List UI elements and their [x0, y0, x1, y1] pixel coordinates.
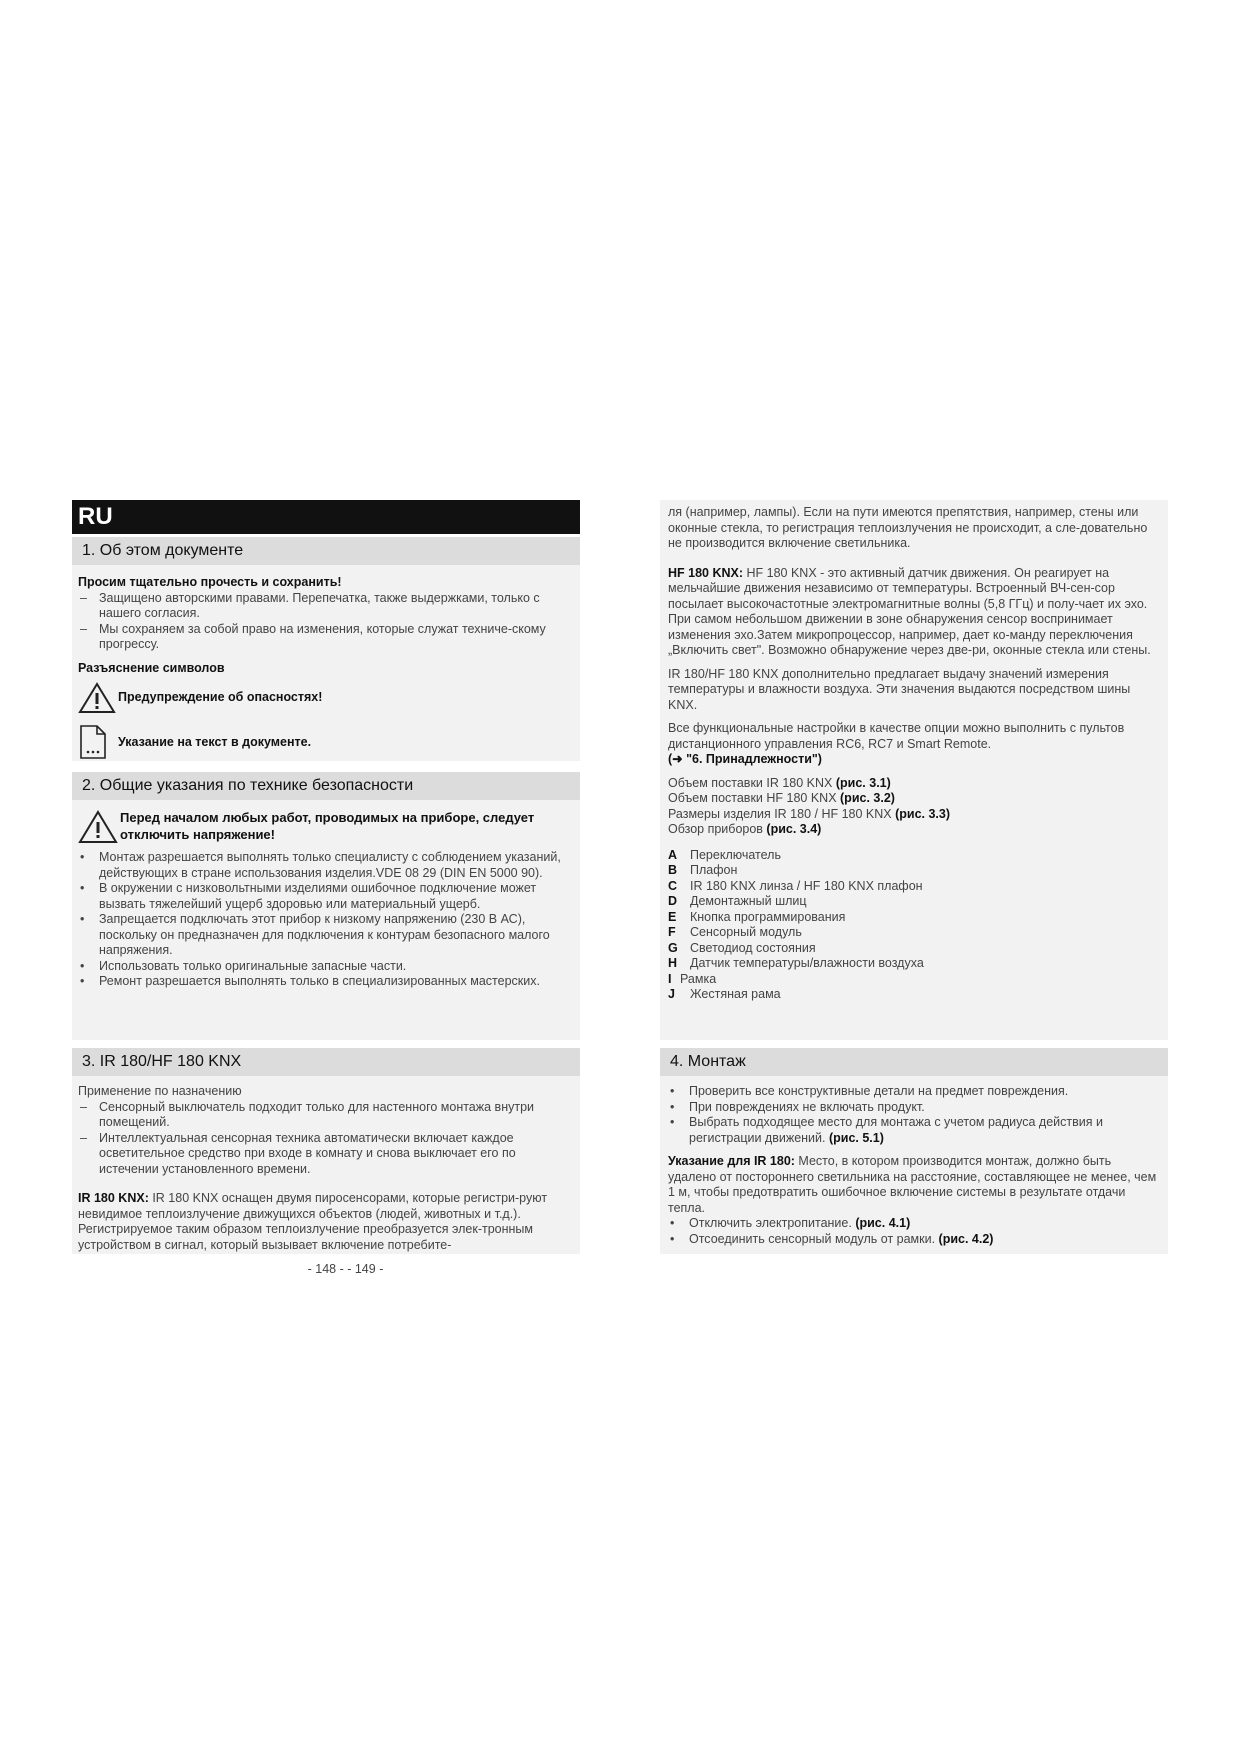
legend-item: D Демонтажный шлиц: [668, 894, 807, 908]
figure-reference: Объем поставки HF 180 KNX (рис. 3.2): [668, 791, 895, 805]
safety-warning: [78, 810, 572, 846]
ir180-note: Указание для IR 180: Место, в котором производится монтаж, должно быть удалено от постороннего светильника на расстояние, составляющее не менее, чем 1 м, чтобы предотвратить ошибочное включение системы в результате отдачи тепла.: [668, 1154, 1157, 1215]
symbols-heading: Разъяснение символов: [78, 660, 225, 675]
hf-paragraph: [668, 566, 1160, 659]
list-item: – Защищено авторскими правами. Перепечатка, также выдержками, только с нашего согласия.: [78, 591, 572, 622]
list-item: – Сенсорный выключатель подходит только для настенного монтажа внутри помещений.: [78, 1100, 572, 1131]
document-icon: [78, 724, 108, 760]
hf-label: HF 180 KNX:: [668, 565, 744, 580]
list-item: • При повреждениях не включать продукт.: [668, 1100, 1160, 1116]
list-item: • Отсоединить сенсорный модуль от рамки. (рис. 4.2): [668, 1232, 1160, 1248]
list-item: • Отключить электропитание. (рис. 4.1): [668, 1216, 1160, 1232]
list-item: • Запрещается подключать этот прибор к низкому напряжению (230 В АС), поскольку он предназначен для подключения к контурам безопасного малого напряжения.: [78, 912, 572, 959]
remote-paragraph: Все функциональные настройки в качестве опции можно выполнить с пультов дистанционного управления RC6, RC7 и Smart Remote.: [668, 721, 1125, 751]
ir-paragraph: [78, 1191, 572, 1253]
safety-warning-text: Перед началом любых работ, проводимых на приборе, следует отключить напряжение!: [120, 810, 535, 842]
warning-triangle-icon: [78, 810, 118, 844]
text-ref-label: Указание на текст в документе.: [118, 735, 312, 749]
list-item: • В окружении с низковольтными изделиями ошибочное подключение может вызвать тяжелейший ущерб здоровью или материальный ущерб.: [78, 881, 572, 912]
page-numbers: - 148 - - 149 -: [307, 1262, 384, 1276]
ir-continued-text: ля (например, лампы). Если на пути имеются препятствия, например, стены или оконные стекла, то регистрация теплоизлучения не происходит, а сле-довательно не производится включение светильника.: [668, 505, 1148, 550]
section-installation: [660, 1048, 1168, 1254]
warning-symbol-row: [78, 682, 572, 712]
section-1-subtitle: Просим тщательно прочесть и сохранить!: [78, 575, 342, 589]
section-product: [72, 1048, 580, 1254]
legend-item: F Сенсорный модуль: [668, 925, 802, 939]
list-item: • Ремонт разрешается выполнять только в специализированных мастерских.: [78, 974, 572, 990]
text-ref-symbol-row: [78, 724, 572, 760]
section-4-title: 4. Монтаж: [660, 1048, 1168, 1076]
legend-item: E Кнопка программирования: [668, 909, 846, 924]
legend-item: C IR 180 KNX линза / HF 180 KNX плафон: [668, 878, 923, 893]
figure-reference: Обзор приборов (рис. 3.4): [668, 822, 822, 836]
figure-reference: Объем поставки IR 180 KNX (рис. 3.1): [668, 775, 891, 790]
list-item: • Выбрать подходящее место для монтажа с учетом радиуса действия и регистрации движений. (рис. 5.1): [668, 1115, 1160, 1146]
list-item: – Мы сохраняем за собой право на изменения, которые служат техниче-скому прогрессу.: [78, 622, 572, 653]
legend-item: H Датчик температуры/влажности воздуха: [668, 956, 924, 970]
legend-item: J Жестяная рама: [668, 987, 781, 1001]
section-about-document: [72, 537, 580, 761]
list-item: • Использовать только оригинальные запасные части.: [78, 959, 572, 975]
legend-item: A Переключатель: [668, 847, 781, 862]
parts-legend: [668, 848, 1160, 1003]
ir-text: IR 180 KNX оснащен двумя пиросенсорами, которые регистри-руют невидимое теплоизлучение движущихся объектов (людей, животных и т.д.). Регистрируемое таким образом теплоизлучение преобразуется элек-тронным устройством в сигнал, который вызывает включение потребите-: [78, 1191, 548, 1252]
section-2-title: 2. Общие указания по технике безопасности: [72, 772, 580, 800]
list-item: • Монтаж разрешается выполнять только специалисту с соблюдением указаний, действующих в стране использования изделия.VDE 08 29 (DIN EN 5000 90).: [78, 850, 572, 881]
figure-reference: Размеры изделия IR 180 / HF 180 KNX (рис. 3.3): [668, 806, 951, 821]
warning-triangle-icon: [78, 682, 116, 714]
list-item: – Интеллектуальная сенсорная техника автоматически включает каждое осветительное средство при входе в комнату и снова выключает его по истечении установленного времени.: [78, 1131, 572, 1178]
section-safety: [72, 772, 580, 1040]
accessories-reference: (➜ "6. Принадлежности"): [668, 752, 822, 766]
list-item: • Проверить все конструктивные детали на предмет повреждения.: [668, 1084, 1160, 1100]
measurement-paragraph: IR 180/HF 180 KNX дополнительно предлагает выдачу значений измерения температуры и влажности воздуха. Эти значения выдаются посредством шины KNX.: [668, 666, 1131, 712]
legend-item: B Плафон: [668, 863, 738, 877]
product-continued-panel: [660, 500, 1168, 1040]
figure-references: [668, 776, 1160, 838]
purpose-heading: Применение по назначению: [78, 1084, 242, 1098]
hf-text: HF 180 KNX - это активный датчик движения. Он реагирует на мельчайшие движения независимо от температуры. Встроенный ВЧ-сен-сор посылает высокочастотные электромагнитные волны (5,8 ГГц) и полу-чает их эхо. При самом небольшом движении в зоне обнаружения сенсор воспринимает изменения эхо.Затем микропроцессор, например, дает ко-манду переключения „Включить свет". Возможно обнаружение через две-ри, оконные стекла или стены.: [668, 565, 1151, 657]
section-1-title: 1. Об этом документе: [72, 537, 580, 565]
ir-label: IR 180 KNX:: [78, 1191, 149, 1205]
legend-item: I Рамка: [668, 971, 717, 986]
section-3-title: 3. IR 180/HF 180 KNX: [72, 1048, 580, 1076]
language-tab: RU: [72, 500, 580, 534]
warning-label: Предупреждение об опасностях!: [118, 690, 323, 704]
legend-item: G Светодиод состояния: [668, 940, 816, 955]
